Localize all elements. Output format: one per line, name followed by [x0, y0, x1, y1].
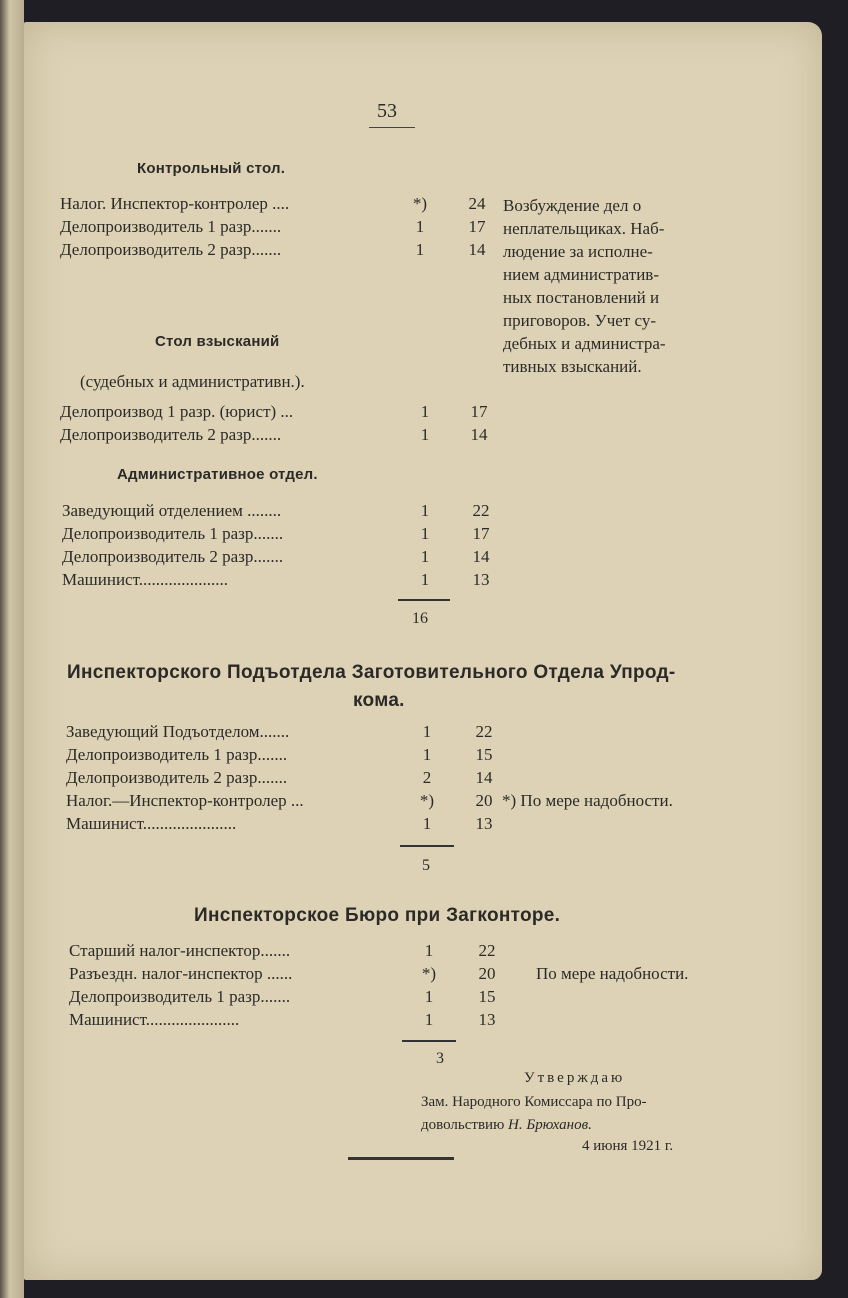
table-row-cat: 13 — [478, 1010, 496, 1029]
table-row-qty: 1 — [422, 722, 432, 741]
signatory-name: Н. Брюханов. — [508, 1117, 592, 1133]
table-row-name: Старший налог-инспектор....... — [69, 941, 291, 960]
table-row-qty: 2 — [422, 768, 432, 787]
table-row-qty: 1 — [420, 501, 430, 520]
table-row-name: Делопроизводитель 1 разр....... — [60, 217, 282, 236]
inspect-subdept-title-cont: кома. — [353, 690, 405, 711]
table-row-qty: 1 — [415, 240, 425, 259]
table-row-name: Делопроизводитель 2 разр....... — [62, 547, 284, 566]
table-row-cat: 24 — [468, 194, 486, 213]
table-row-cat: 20 — [475, 791, 493, 810]
table-row-qty: 1 — [420, 524, 430, 543]
table-row-name: Делопроизвод 1 разр. (юрист) ... — [60, 402, 294, 421]
table-row-name: Машинист...................... — [66, 814, 237, 833]
approval-line-2-prefix: довольствию — [421, 1117, 505, 1133]
table-row-cat: 17 — [468, 217, 486, 236]
table-row-qty: *) — [421, 964, 437, 983]
note-line: людение за исполне- — [503, 242, 653, 261]
table-row-cat: 14 — [472, 547, 490, 566]
table-row-name: Разъездн. налог-инспектор ...... — [69, 964, 293, 983]
bureau-note: По мере надобности. — [536, 964, 689, 983]
table-row-qty: 1 — [422, 745, 432, 764]
table-row-qty: 1 — [420, 425, 430, 444]
table-row-qty: 1 — [424, 987, 434, 1006]
approve-word: Утверждаю — [524, 1070, 626, 1086]
table-row-cat: 13 — [475, 814, 493, 833]
control-desk-note — [503, 194, 725, 378]
total-rule — [398, 599, 450, 601]
note-line: приговоров. Учет су- — [503, 311, 656, 330]
table-row-qty: 1 — [415, 217, 425, 236]
table-row-cat: 14 — [470, 425, 488, 444]
admin-dept-total: 16 — [412, 610, 428, 627]
table-row-cat: 13 — [472, 570, 490, 589]
table-row-cat: 17 — [472, 524, 490, 543]
table-row-name: Делопроизводитель 2 разр....... — [60, 240, 282, 259]
note-line: ных постановлений и — [503, 288, 660, 307]
table-row-qty: 1 — [420, 402, 430, 421]
inspect-bureau-total: 3 — [436, 1050, 444, 1067]
note-line: нием административ- — [503, 265, 659, 284]
table-row-name: Заведующий Подъотделом....... — [66, 722, 290, 741]
note-line: дебных и администра- — [503, 334, 666, 353]
note-line: неплательщиках. Наб- — [503, 219, 665, 238]
total-rule — [402, 1040, 456, 1042]
inspect-bureau-title: Инспекторское Бюро при Загконторе. — [194, 905, 561, 926]
penalty-desk-subtitle: (судебных и административн.). — [80, 372, 305, 391]
page-number-rule — [369, 127, 415, 128]
table-row-qty: 1 — [424, 1010, 434, 1029]
penalty-desk-title: Стол взысканий — [155, 333, 280, 350]
table-row-cat: 14 — [468, 240, 486, 259]
table-row-qty: 1 — [424, 941, 434, 960]
table-row-cat: 22 — [472, 501, 490, 520]
table-row-name: Делопроизводитель 1 разр....... — [66, 745, 288, 764]
approval-line-2 — [421, 1117, 592, 1134]
table-row-qty: 1 — [420, 547, 430, 566]
control-desk-title: Контрольный стол. — [137, 160, 286, 177]
note-line: Возбуждение дел о — [503, 196, 642, 215]
table-row-name: Налог. Инспектор-контролер .... — [60, 194, 290, 213]
total-rule — [400, 845, 454, 847]
footnote: *) По мере надобности. — [502, 791, 673, 810]
table-row-qty: *) — [419, 791, 435, 810]
approval-line-1: Зам. Народного Комиссара по Про- — [421, 1094, 647, 1110]
table-row-cat: 15 — [478, 987, 496, 1006]
table-row-name: Машинист...................... — [69, 1010, 240, 1029]
table-row-cat: 15 — [475, 745, 493, 764]
note-line: тивных взысканий. — [503, 357, 642, 376]
page-number: 53 — [377, 100, 397, 122]
table-row-cat: 20 — [478, 964, 496, 983]
table-row-name: Машинист..................... — [62, 570, 228, 589]
table-row-cat: 17 — [470, 402, 488, 421]
table-row-qty: *) — [412, 194, 428, 213]
table-row-cat: 14 — [475, 768, 493, 787]
inspect-subdept-title: Инспекторского Подъотдела Заготовительного Отдела Упрод- — [67, 662, 676, 683]
table-row-name: Налог.—Инспектор-контролер ... — [66, 791, 304, 810]
table-row-qty: 1 — [420, 570, 430, 589]
table-row-name: Заведующий отделением ........ — [62, 501, 282, 520]
table-row-name: Делопроизводитель 1 разр....... — [69, 987, 291, 1006]
table-row-name: Делопроизводитель 2 разр....... — [66, 768, 288, 787]
table-row-qty: 1 — [422, 814, 432, 833]
closing-rule — [348, 1157, 454, 1160]
table-row-cat: 22 — [478, 941, 496, 960]
table-row-name: Делопроизводитель 2 разр....... — [60, 425, 282, 444]
binding-edge — [0, 0, 24, 1298]
table-row-name: Делопроизводитель 1 разр....... — [62, 524, 284, 543]
inspect-subdept-total: 5 — [422, 857, 430, 874]
admin-dept-title: Административное отдел. — [117, 466, 318, 483]
table-row-cat: 22 — [475, 722, 493, 741]
approval-date: 4 июня 1921 г. — [582, 1138, 674, 1154]
